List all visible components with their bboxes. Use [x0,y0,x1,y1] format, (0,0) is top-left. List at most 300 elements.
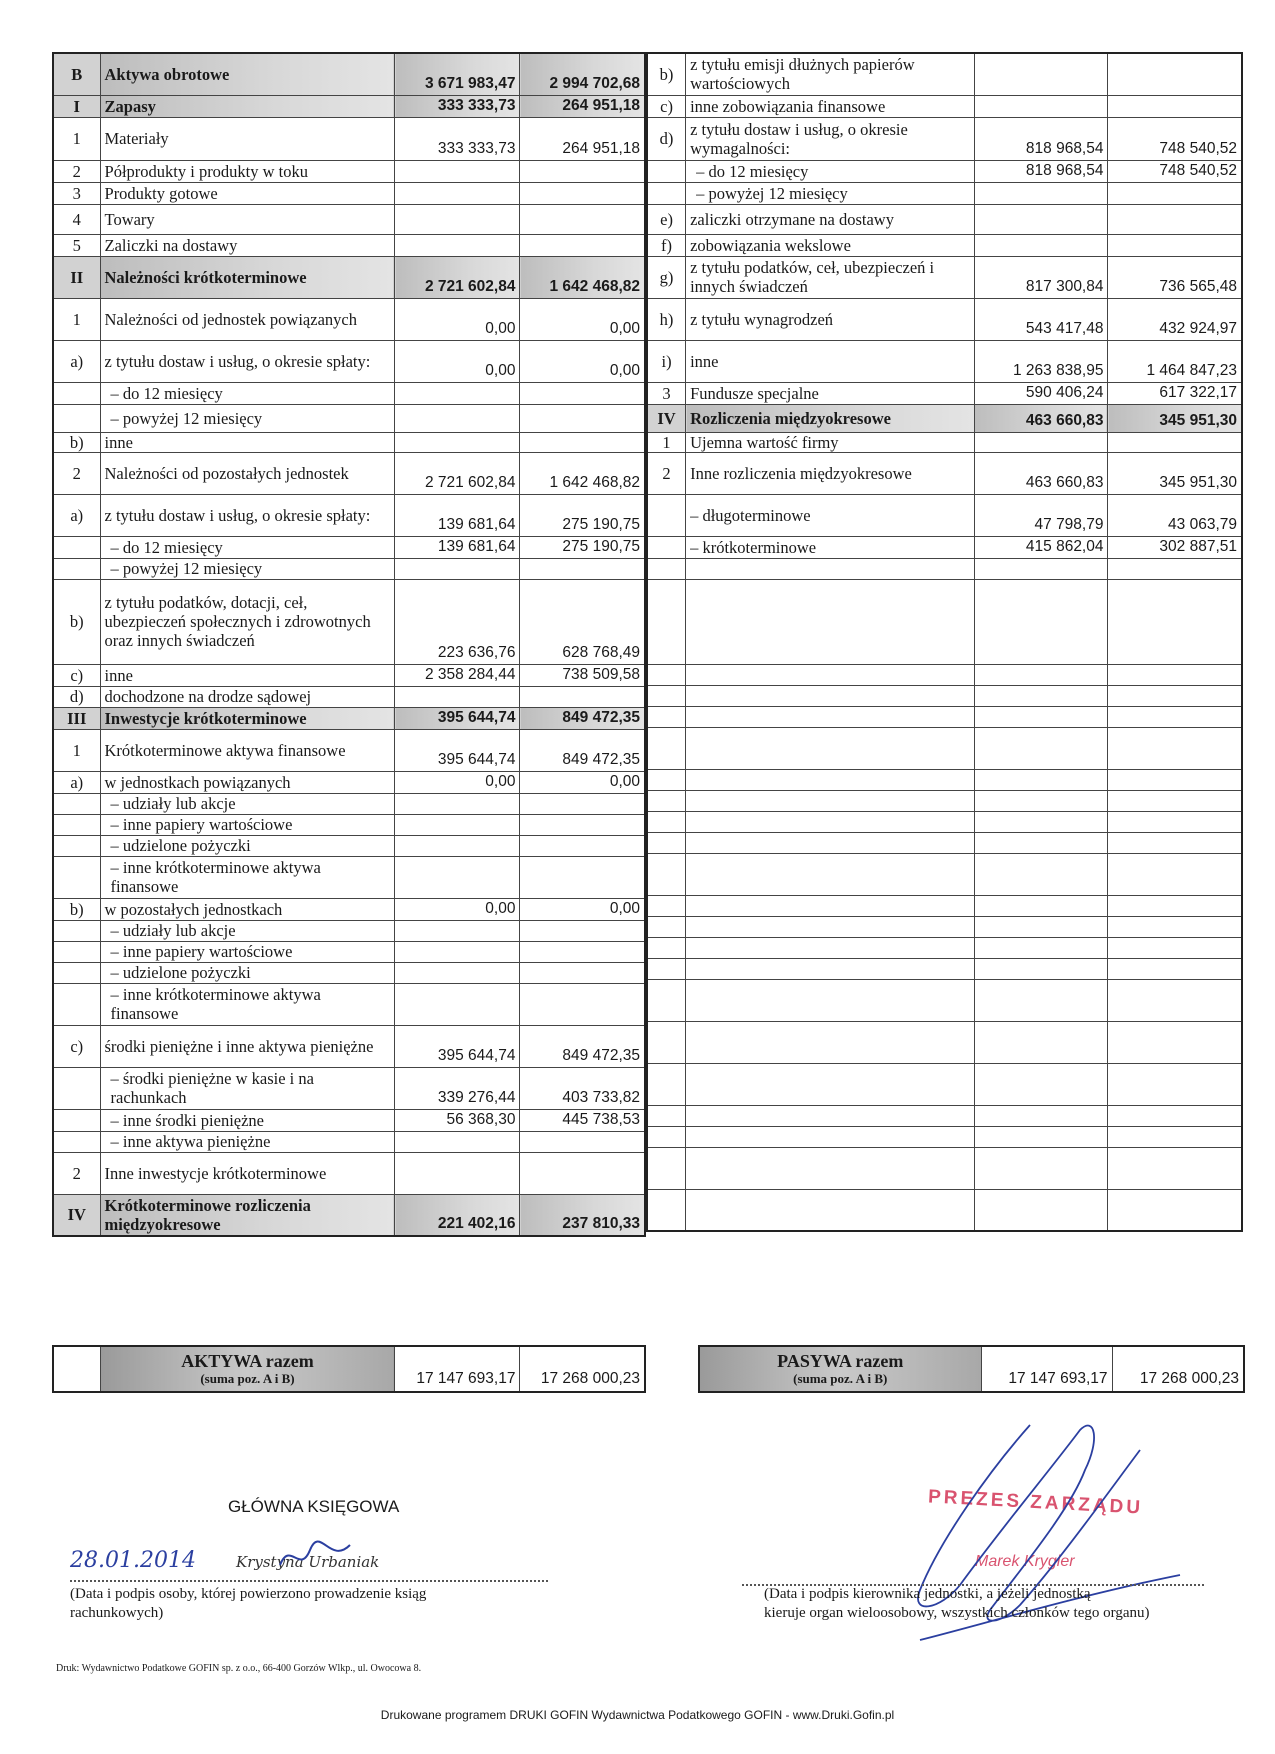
table-row [53,558,645,579]
row-label: dochodzone na drodze sądowej [100,686,395,707]
table-row [53,835,645,856]
row-label [686,1105,974,1126]
row-value-previous [520,1131,645,1152]
table-row [647,95,1242,117]
row-label [686,664,974,685]
row-number: i) [647,340,686,382]
row-value-current: 56 368,30 [395,1109,520,1131]
row-label: Należności od pozostałych jednostek [100,452,395,494]
row-label: Inne rozliczenia międzyokresowe [686,452,974,494]
row-label: w pozostałych jednostkach [100,898,395,920]
row-value-previous [1108,204,1242,234]
row-label: Krótkoterminowe aktywa finansowe [100,729,395,771]
row-number: 5 [53,234,100,256]
table-row [647,664,1242,685]
table-row [647,1126,1242,1147]
row-label: środki pieniężne i inne aktywa pieniężne [100,1025,395,1067]
president-name-stamp: Marek Krygier [975,1553,1075,1570]
row-label [686,706,974,727]
table-row [647,1063,1242,1105]
row-value-previous [1108,664,1242,685]
row-value-previous [1108,95,1242,117]
liabilities-table [646,52,1243,1232]
row-value-current [974,558,1108,579]
row-value-current [974,811,1108,832]
row-label: Fundusze specjalne [686,382,974,404]
row-number [53,920,100,941]
table-row [647,1021,1242,1063]
row-number [53,983,100,1025]
table-row [53,298,645,340]
row-number: IV [53,1194,100,1236]
row-label [686,811,974,832]
liabilities-total-row [698,1345,1245,1393]
assets-total-row [52,1345,646,1393]
table-row [647,937,1242,958]
row-label: – do 12 miesięcy [686,160,974,182]
row-value-previous [520,182,645,204]
row-value-previous [1108,769,1242,790]
row-label: – powyżej 12 miesięcy [100,404,395,432]
row-label: w jednostkach powiązanych [100,771,395,793]
row-value-current [395,1152,520,1194]
row-value-current [395,432,520,452]
row-value-previous [1108,727,1242,769]
liabilities-total-value-1: 17 147 693,17 [981,1346,1112,1392]
row-value-current [974,1105,1108,1126]
row-label: Materiały [100,117,395,160]
row-label: – inne aktywa pieniężne [100,1131,395,1152]
row-label [686,895,974,916]
row-value-current [974,664,1108,685]
row-value-current: 463 660,83 [974,404,1108,432]
row-number [647,832,686,853]
row-label [686,958,974,979]
table-row [53,729,645,771]
row-number: II [53,256,100,298]
row-value-previous [1108,579,1242,664]
row-value-previous [1108,811,1242,832]
row-value-current: 221 402,16 [395,1194,520,1236]
handwritten-date: 28.01.2014 [70,1548,196,1573]
row-number: 2 [53,160,100,182]
accountant-signature-image [275,1535,355,1580]
table-row [53,941,645,962]
table-row [53,793,645,814]
table-row [647,1105,1242,1126]
table-row [53,452,645,494]
row-number [647,979,686,1021]
table-row [647,340,1242,382]
row-label: – do 12 miesięcy [100,536,395,558]
row-number: III [53,707,100,729]
row-value-previous: 237 810,33 [520,1194,645,1236]
row-value-previous: 738 509,58 [520,664,645,686]
row-number: 1 [53,729,100,771]
row-number: a) [53,494,100,536]
row-value-previous [1108,853,1242,895]
row-value-current [974,53,1108,95]
row-value-previous: 849 472,35 [520,707,645,729]
row-number [53,1131,100,1152]
table-row [53,204,645,234]
row-value-current: 543 417,48 [974,298,1108,340]
row-value-previous [1108,234,1242,256]
row-number: a) [53,771,100,793]
row-label: – krótkoterminowe [686,536,974,558]
row-value-previous [1108,1021,1242,1063]
row-value-current [974,234,1108,256]
table-row [647,234,1242,256]
table-row [53,382,645,404]
row-label: – inne krótkoterminowe aktywa finansowe [100,983,395,1025]
row-value-current [395,160,520,182]
row-value-current: 0,00 [395,898,520,920]
table-row [647,853,1242,895]
table-row [53,1109,645,1131]
row-value-previous: 275 190,75 [520,494,645,536]
row-label: Inne inwestycje krótkoterminowe [100,1152,395,1194]
table-row [53,962,645,983]
row-number [53,835,100,856]
row-value-current [395,234,520,256]
row-label: z tytułu dostaw i usług, o okresie spłaty: [100,340,395,382]
row-label: – inne środki pieniężne [100,1109,395,1131]
table-row [53,771,645,793]
row-label: – udzielone pożyczki [100,835,395,856]
row-label [686,832,974,853]
row-value-current [974,916,1108,937]
row-label: z tytułu podatków, ceł, ubezpieczeń i innych świadczeń [686,256,974,298]
table-row [53,856,645,898]
row-value-current: 339 276,44 [395,1067,520,1109]
row-number [647,769,686,790]
row-label: – inne papiery wartościowe [100,814,395,835]
row-label: Ujemna wartość firmy [686,432,974,452]
row-value-previous: 748 540,52 [1108,160,1242,182]
table-row [53,160,645,182]
accountant-name-stamp: Krystyna Urbaniak [236,1553,380,1571]
row-number [647,1021,686,1063]
table-row [647,727,1242,769]
row-value-current [974,1126,1108,1147]
row-value-previous [1108,706,1242,727]
row-value-current [395,793,520,814]
row-value-previous [520,686,645,707]
row-number [647,1063,686,1105]
row-value-current [395,1131,520,1152]
row-value-previous: 1 464 847,23 [1108,340,1242,382]
table-row [647,1147,1242,1189]
row-value-previous [520,920,645,941]
row-value-previous: 1 642 468,82 [520,256,645,298]
row-number [647,494,686,536]
row-number [53,1109,100,1131]
row-label: Zaliczki na dostawy [100,234,395,256]
row-number [53,1067,100,1109]
row-number: c) [647,95,686,117]
table-row [647,1189,1242,1231]
row-value-current [395,856,520,898]
row-number [53,962,100,983]
row-label: Należności krótkoterminowe [100,256,395,298]
row-number: B [53,53,100,95]
row-label: – inne krótkoterminowe aktywa finansowe [100,856,395,898]
table-row [53,494,645,536]
row-number: IV [647,404,686,432]
table-row [647,790,1242,811]
row-number [647,895,686,916]
row-number [53,382,100,404]
row-label: – powyżej 12 miesięcy [100,558,395,579]
row-value-previous: 0,00 [520,898,645,920]
row-value-current: 139 681,64 [395,536,520,558]
row-value-previous: 617 322,17 [1108,382,1242,404]
row-value-previous [1108,937,1242,958]
table-row [647,579,1242,664]
chief-accountant-title: GŁÓWNA KSIĘGOWA [228,1497,400,1516]
row-number [53,941,100,962]
table-row [647,685,1242,706]
table-row [53,664,645,686]
table-row [53,117,645,160]
table-row [647,204,1242,234]
table-row [53,814,645,835]
table-row [53,707,645,729]
row-value-current: 818 968,54 [974,160,1108,182]
row-value-current [395,962,520,983]
table-row [647,916,1242,937]
row-value-previous [520,382,645,404]
table-row [53,182,645,204]
row-label: z tytułu emisji dłużnych papierów wartościowych [686,53,974,95]
row-number: 4 [53,204,100,234]
row-value-current: 2 721 602,84 [395,452,520,494]
table-row [647,160,1242,182]
row-value-previous [520,558,645,579]
row-value-current [395,920,520,941]
table-row [647,494,1242,536]
row-value-current [395,835,520,856]
table-row [53,579,645,664]
row-label: – do 12 miesięcy [100,382,395,404]
table-row [53,340,645,382]
row-value-previous [1108,1126,1242,1147]
row-number: 1 [53,117,100,160]
row-label [686,1063,974,1105]
row-label: z tytułu podatków, dotacji, ceł, ubezpieczeń społecznych i zdrowotnych oraz innych świadczeń [100,579,395,664]
row-value-previous [1108,790,1242,811]
row-value-previous [1108,979,1242,1021]
row-value-previous [1108,558,1242,579]
assets-total-value-2: 17 268 000,23 [520,1346,645,1392]
table-row [53,1194,645,1236]
row-label: – udzielone pożyczki [100,962,395,983]
row-label: Zapasy [100,95,395,117]
row-value-previous: 0,00 [520,298,645,340]
assets-total-value-1: 17 147 693,17 [395,1346,520,1392]
program-footer: Drukowane programem DRUKI GOFIN Wydawnictwa Podatkowego GOFIN - www.Druki.Gofin.pl [380,1708,895,1722]
row-number: 2 [53,452,100,494]
row-number [647,536,686,558]
table-row [53,1152,645,1194]
left-signature-line [70,1580,548,1582]
row-value-current [974,1063,1108,1105]
row-value-current [974,579,1108,664]
row-value-previous: 345 951,30 [1108,452,1242,494]
left-signature-caption: (Data i podpis osoby, której powierzono prowadzenie ksiąg rachunkowych) [70,1586,427,1621]
row-value-previous [1108,182,1242,204]
row-value-current: 1 263 838,95 [974,340,1108,382]
row-value-current [395,204,520,234]
table-row [647,256,1242,298]
row-number: d) [647,117,686,160]
row-value-current [974,204,1108,234]
row-label [686,558,974,579]
row-number [647,1189,686,1231]
row-label: inne zobowiązania finansowe [686,95,974,117]
row-number [647,706,686,727]
row-number [647,790,686,811]
row-value-current [974,937,1108,958]
row-value-current [974,769,1108,790]
row-value-current: 0,00 [395,298,520,340]
row-value-previous [1108,958,1242,979]
row-value-current [395,404,520,432]
row-number [53,558,100,579]
row-number: 1 [53,298,100,340]
assets-total-label: AKTYWA razem (suma poz. A i B) [100,1346,395,1392]
row-label [686,853,974,895]
row-value-previous: 432 924,97 [1108,298,1242,340]
row-label: Rozliczenia międzyokresowe [686,404,974,432]
table-row [647,117,1242,160]
row-label [686,1126,974,1147]
table-row [53,536,645,558]
row-value-current [395,814,520,835]
row-value-current: 0,00 [395,771,520,793]
table-row [647,432,1242,452]
row-label: Inwestycje krótkoterminowe [100,707,395,729]
row-number [647,1126,686,1147]
table-row [647,832,1242,853]
row-value-previous [1108,1063,1242,1105]
row-value-previous [520,1152,645,1194]
row-value-current [395,382,520,404]
row-label: z tytułu dostaw i usług, o okresie spłaty: [100,494,395,536]
row-value-previous: 0,00 [520,771,645,793]
row-value-current [395,182,520,204]
table-row [647,811,1242,832]
row-number: f) [647,234,686,256]
row-label [686,685,974,706]
row-number [647,1105,686,1126]
row-number: h) [647,298,686,340]
row-value-previous: 275 190,75 [520,536,645,558]
row-number: a) [53,340,100,382]
row-value-current: 590 406,24 [974,382,1108,404]
row-value-current: 223 636,76 [395,579,520,664]
row-value-previous: 345 951,30 [1108,404,1242,432]
row-value-previous: 302 887,51 [1108,536,1242,558]
table-row [53,256,645,298]
row-value-previous [520,234,645,256]
row-value-previous: 849 472,35 [520,729,645,771]
row-value-current [974,1189,1108,1231]
row-label: zaliczki otrzymane na dostawy [686,204,974,234]
row-label: inne [100,664,395,686]
table-row [53,404,645,432]
row-value-current: 333 333,73 [395,95,520,117]
row-value-previous [520,941,645,962]
row-value-current: 818 968,54 [974,117,1108,160]
table-row [53,53,645,95]
row-label: Produkty gotowe [100,182,395,204]
table-row [647,958,1242,979]
row-value-current [974,432,1108,452]
row-value-previous [1108,53,1242,95]
row-label: Krótkoterminowe rozliczenia międzyokresowe [100,1194,395,1236]
row-value-previous [1108,916,1242,937]
row-number [53,814,100,835]
table-row [647,979,1242,1021]
row-label: – udziały lub akcje [100,793,395,814]
row-label: Towary [100,204,395,234]
table-row [53,234,645,256]
row-number [647,1147,686,1189]
row-value-previous: 628 768,49 [520,579,645,664]
row-value-current: 463 660,83 [974,452,1108,494]
row-value-previous [1108,685,1242,706]
row-number [647,727,686,769]
row-number [53,404,100,432]
row-label: – powyżej 12 miesięcy [686,182,974,204]
row-label: zobowiązania wekslowe [686,234,974,256]
row-value-current [974,727,1108,769]
row-label [686,790,974,811]
row-number: 3 [647,382,686,404]
row-value-current: 415 862,04 [974,536,1108,558]
table-row [53,1067,645,1109]
assets-table [52,52,646,1237]
row-number [647,916,686,937]
row-number: c) [53,664,100,686]
row-value-previous [1108,895,1242,916]
row-label: z tytułu wynagrodzeń [686,298,974,340]
row-label: inne [100,432,395,452]
row-value-current [974,895,1108,916]
row-number [647,958,686,979]
row-number [53,536,100,558]
row-number: d) [53,686,100,707]
table-row [647,404,1242,432]
row-value-current [974,706,1108,727]
row-value-previous [520,835,645,856]
table-row [647,182,1242,204]
row-value-previous: 2 994 702,68 [520,53,645,95]
row-number: b) [53,432,100,452]
row-value-previous: 264 951,18 [520,95,645,117]
table-row [53,95,645,117]
table-row [53,1025,645,1067]
row-number [647,937,686,958]
row-label: Należności od jednostek powiązanych [100,298,395,340]
row-value-current [395,983,520,1025]
row-value-previous [520,856,645,898]
row-value-current: 395 644,74 [395,729,520,771]
row-value-current: 2 721 602,84 [395,256,520,298]
row-value-previous: 0,00 [520,340,645,382]
